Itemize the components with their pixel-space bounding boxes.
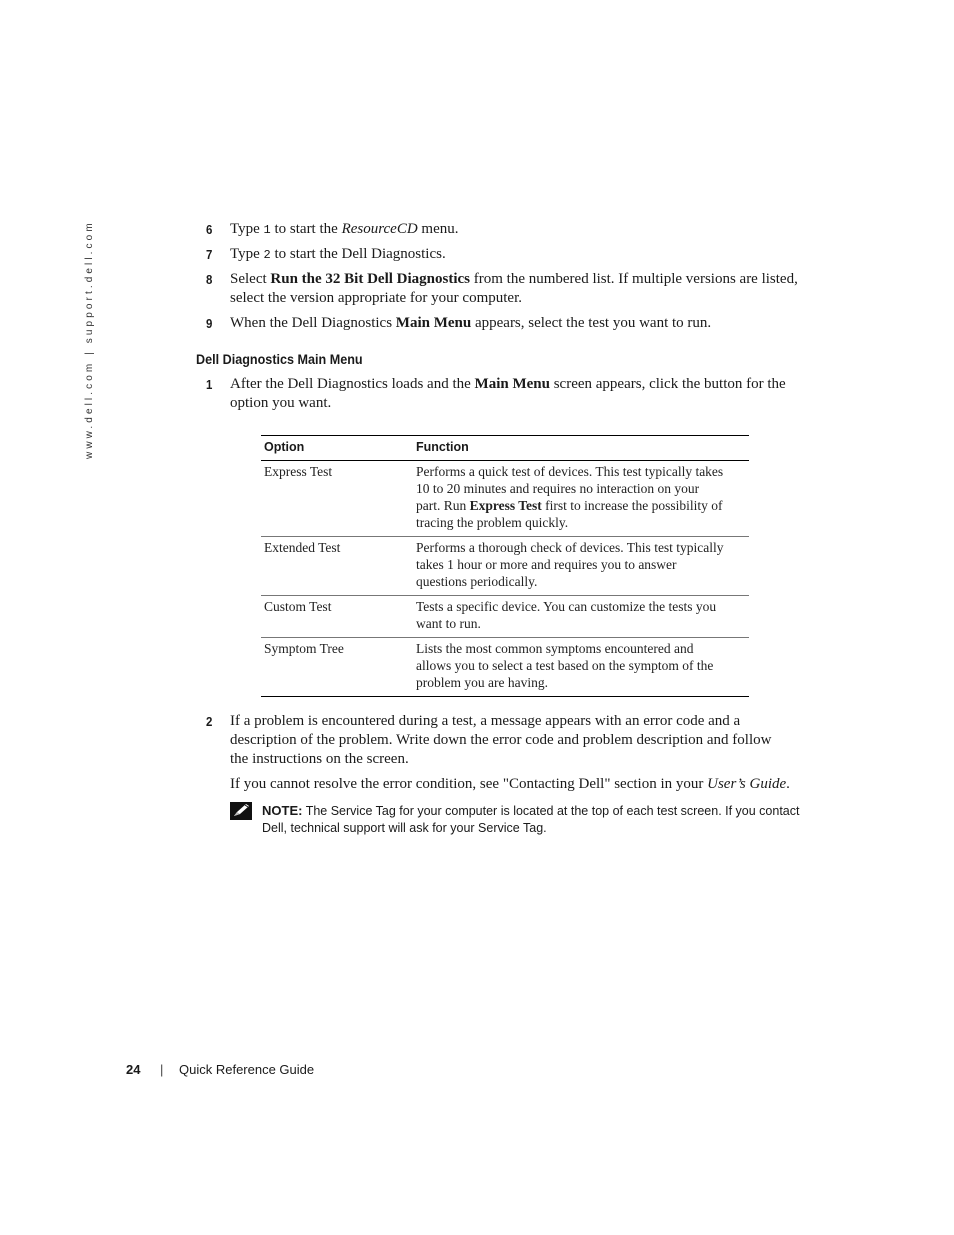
column-header-option: Option [261, 436, 413, 461]
step-text-part: After the Dell Diagnostics loads and the [230, 376, 475, 392]
function-cell [413, 537, 749, 596]
cell-line: Performs a quick test of devices. This test typically takes [416, 464, 724, 479]
function-cell [413, 461, 749, 537]
step-1 [206, 375, 811, 413]
option-cell: Extended Test [261, 537, 413, 596]
footer-separator: | [160, 1062, 164, 1077]
cell-line: Lists the most common symptoms encountered and [416, 641, 694, 656]
note-label: NOTE: [262, 803, 303, 818]
options-table [261, 435, 749, 697]
step-number: 9 [206, 316, 213, 331]
bold-text: Run the 32 Bit Dell Diagnostics [270, 271, 470, 287]
step-number: 8 [206, 272, 213, 287]
cell-line: Performs a thorough check of devices. This test typically [416, 540, 724, 555]
cell-line: allows you to select a test based on the symptom of the [416, 658, 714, 673]
step-text-part: description of the problem. Write down the error code and problem description and follow [230, 732, 772, 748]
step-text-part: the instructions on the screen. [230, 751, 409, 767]
step-number: 2 [206, 714, 213, 729]
page-footer [126, 1062, 315, 1077]
italic-text: ResourceCD [341, 221, 418, 237]
document-title: Quick Reference Guide [179, 1062, 315, 1077]
cell-line: 10 to 20 minutes and requires no interaction on your [416, 481, 700, 496]
step-text [230, 270, 811, 308]
italic-text: User’s Guide [707, 776, 787, 792]
step-text [230, 220, 811, 240]
column-header-function: Function [413, 436, 749, 461]
note-line: The Service Tag for your computer is located at the top of each test screen. If you contact [302, 804, 800, 818]
note-text [262, 802, 822, 837]
paragraph-text: If you cannot resolve the error condition, see "Contacting Dell" section in your [230, 776, 708, 792]
cell-line: want to run. [416, 616, 481, 631]
function-cell [413, 596, 749, 638]
step-text-part: option you want. [230, 395, 332, 411]
cell-line: problem you are having. [416, 675, 548, 690]
step-number: 6 [206, 222, 213, 237]
step-text-part: to start the Dell Diagnostics. [270, 246, 446, 262]
step-number: 1 [206, 377, 213, 392]
step-text-part: When the Dell Diagnostics [230, 315, 396, 331]
step-2 [206, 712, 811, 769]
step-7 [206, 245, 811, 265]
step-text-part: from the numbered list. If multiple versions are listed, [470, 271, 798, 287]
step-text-part: menu. [417, 221, 459, 237]
bold-text: Main Menu [474, 376, 550, 392]
step-text-part: If a problem is encountered during a test, a message appears with an error code and a [230, 713, 741, 729]
step-text [230, 712, 811, 769]
note-line: Dell, technical support will ask for your Service Tag. [262, 821, 547, 835]
table-row [261, 596, 749, 638]
table-row [261, 638, 749, 697]
bold-text: Main Menu [395, 315, 472, 331]
step-text-part: Type [230, 221, 264, 237]
step-text-part: screen appears, click the button for the [549, 376, 786, 392]
option-cell: Symptom Tree [261, 638, 413, 697]
cell-line: part. Run [416, 498, 470, 513]
cell-line: tracing the problem quickly. [416, 515, 569, 530]
step-text-part: appears, select the test you want to run. [471, 315, 712, 331]
step-text-part: Select [230, 271, 271, 287]
table-row [261, 461, 749, 537]
page-number: 24 [126, 1062, 141, 1077]
step-text [230, 314, 811, 333]
step-number: 7 [206, 247, 213, 262]
step-text [230, 245, 811, 265]
note-pencil-icon [230, 802, 252, 820]
resolve-paragraph [230, 775, 820, 794]
table-row [261, 537, 749, 596]
cell-line: Tests a specific device. You can customize the tests you [416, 599, 717, 614]
cell-line: questions periodically. [416, 574, 538, 589]
function-cell [413, 638, 749, 697]
section-heading: Dell Diagnostics Main Menu [196, 351, 363, 367]
option-cell: Custom Test [261, 596, 413, 638]
step-6 [206, 220, 811, 240]
option-cell: Express Test [261, 461, 413, 537]
cell-line: takes 1 hour or more and requires you to answer [416, 557, 677, 572]
paragraph-text: . [786, 776, 790, 792]
step-text-part: to start the [270, 221, 342, 237]
code-text: 1 [263, 223, 271, 237]
bold-text: Express Test [469, 498, 542, 513]
sidebar-url: www.dell.com | support.dell.com [84, 220, 95, 459]
step-text-part: select the version appropriate for your computer. [230, 290, 522, 306]
code-text: 2 [263, 248, 271, 262]
step-8 [206, 270, 811, 308]
step-text-part: Type [230, 246, 264, 262]
table-header-row [261, 436, 749, 461]
step-9 [206, 314, 811, 333]
step-text [230, 375, 811, 413]
cell-line: first to increase the possibility of [541, 498, 723, 513]
